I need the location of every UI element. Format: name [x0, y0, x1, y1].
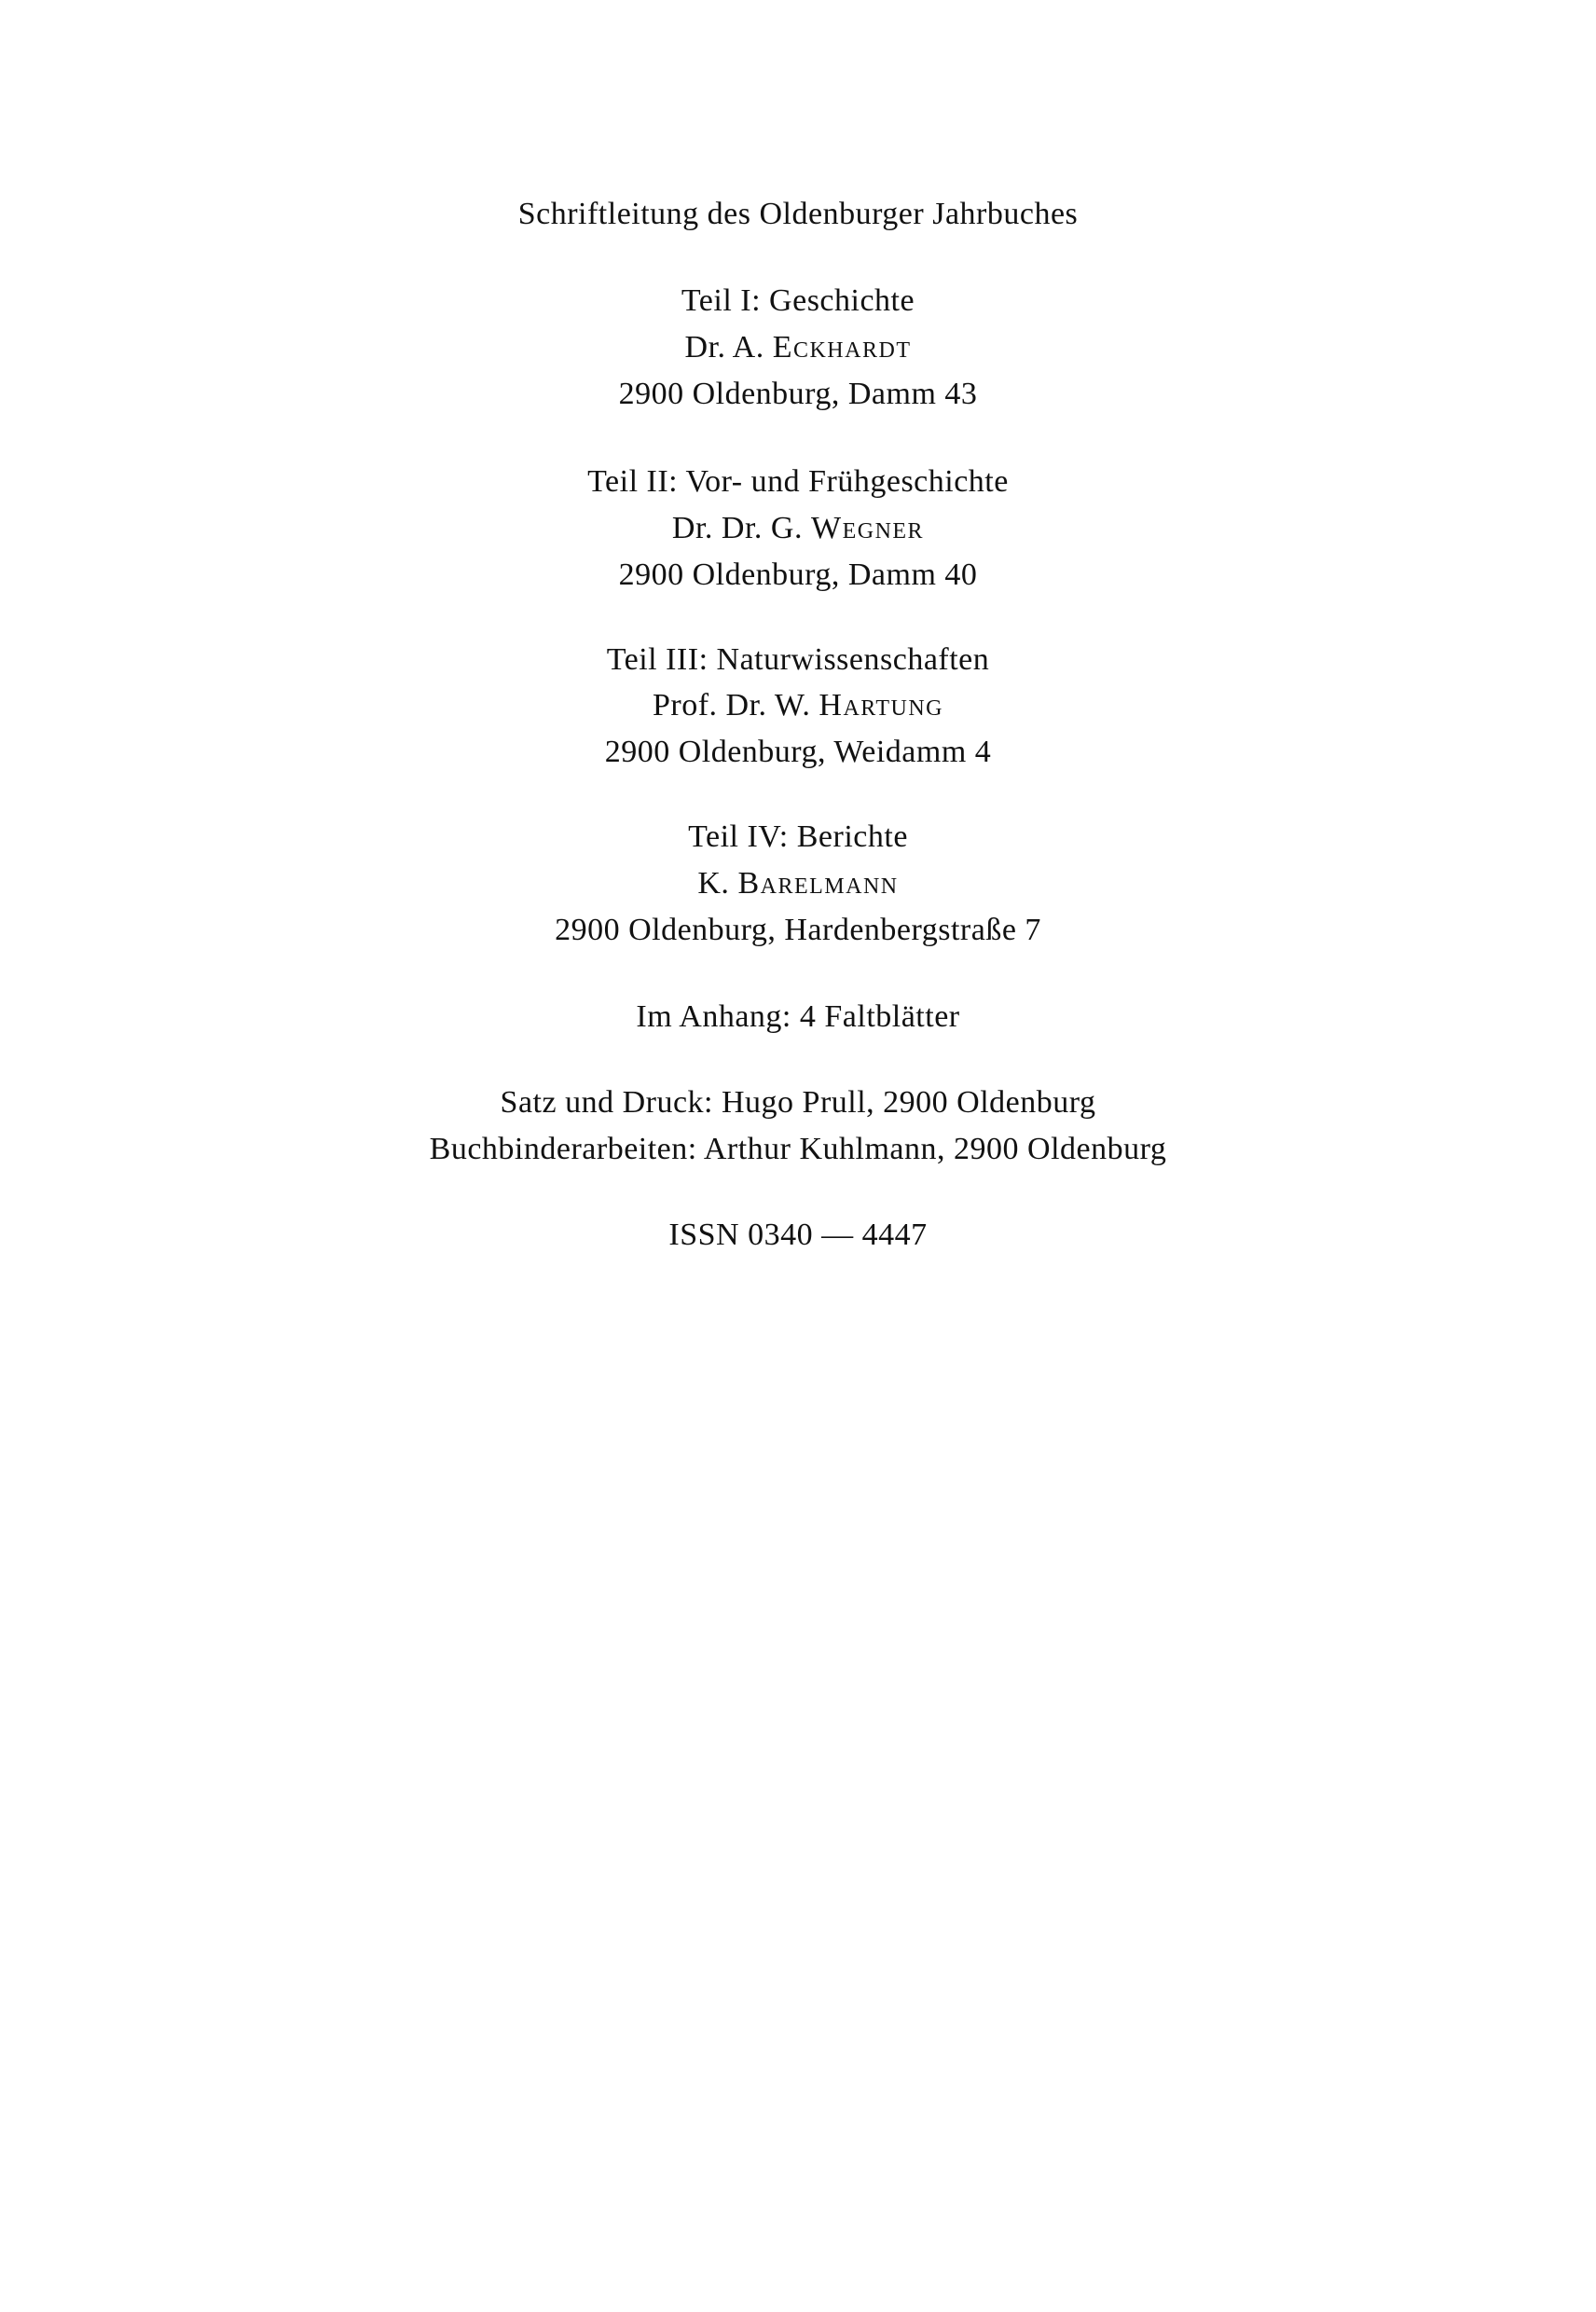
section-4-editor-prefix: K. [697, 866, 738, 901]
section-1-editor-name: Eckhardt [772, 330, 912, 365]
section-2-address: 2900 Oldenburg, Damm 40 [618, 557, 978, 592]
section-3-editor [0, 687, 1596, 724]
section-4-editor-name: Barelmann [737, 866, 899, 901]
section-3-address: 2900 Oldenburg, Weidamm 4 [604, 735, 992, 769]
section-1-part: Teil I: Geschichte [681, 283, 915, 318]
section-3-editor-prefix: Prof. Dr. W. [652, 688, 819, 722]
binding-credit: Buchbinderarbeiten: Arthur Kuhlmann, 2900 Oldenburg [429, 1132, 1167, 1166]
appendix-note: Im Anhang: 4 Faltblätter [636, 999, 960, 1034]
section-2-editor-prefix: Dr. Dr. G. [671, 511, 811, 545]
editorial-header: Schriftleitung des Oldenburger Jahrbuches [517, 197, 1079, 231]
section-4-address: 2900 Oldenburg, Hardenbergstraße 7 [555, 913, 1041, 947]
section-2-editor-name: Wegner [810, 511, 925, 545]
section-3-part: Teil III: Naturwissenschaften [606, 642, 990, 677]
section-4-editor [0, 865, 1596, 902]
section-2-part: Teil II: Vor- und Frühgeschichte [587, 464, 1009, 499]
section-1-address: 2900 Oldenburg, Damm 43 [618, 377, 978, 411]
section-1-editor [0, 329, 1596, 366]
section-2-editor [0, 510, 1596, 547]
section-1-editor-prefix: Dr. A. [684, 330, 773, 365]
printing-credit: Satz und Druck: Hugo Prull, 2900 Oldenburg [500, 1085, 1096, 1120]
issn-number: ISSN 0340 — 4447 [668, 1218, 928, 1252]
section-4-part: Teil IV: Berichte [688, 819, 908, 854]
section-3-editor-name: Hartung [819, 688, 944, 722]
